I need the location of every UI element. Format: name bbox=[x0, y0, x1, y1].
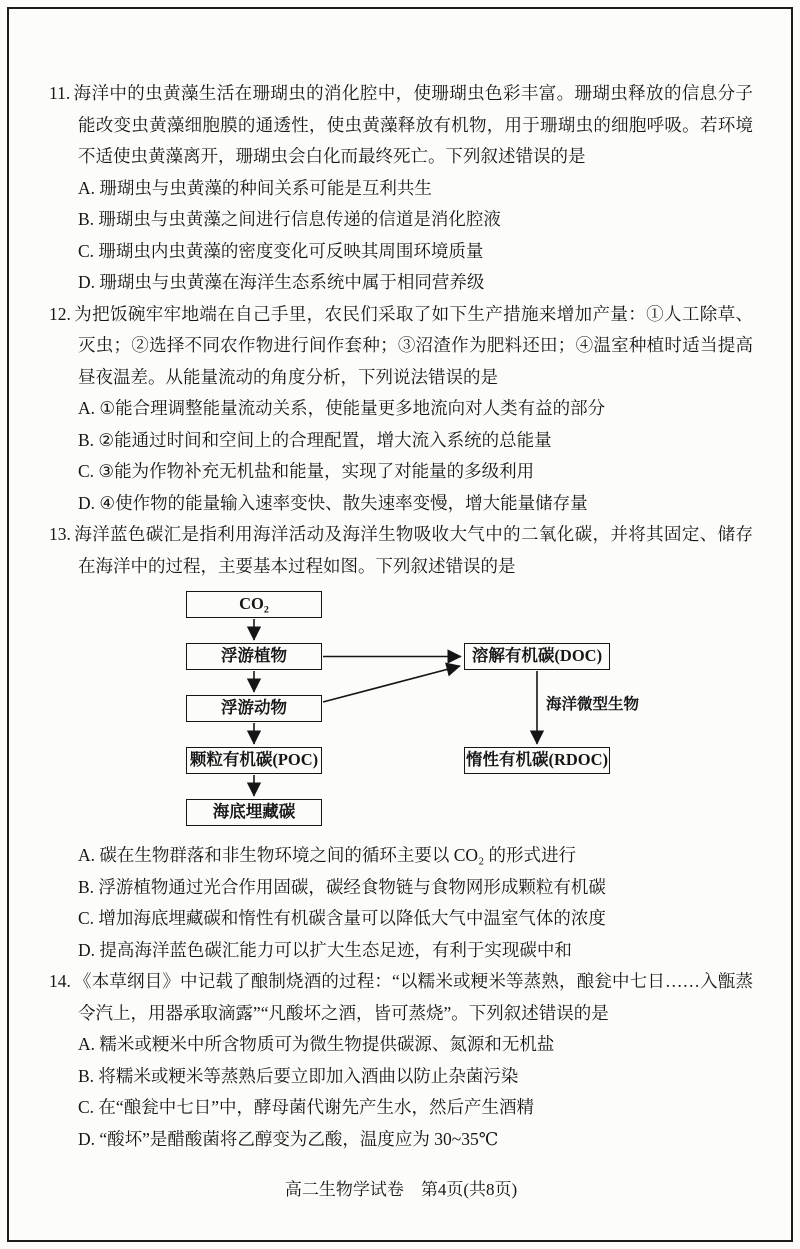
question-12-option-a: A. ①能合理调整能量流动关系，使能量更多地流向对人类有益的部分 bbox=[78, 398, 606, 418]
question-11-number: 11. bbox=[49, 83, 71, 103]
diagram-box-rdoc: 惰性有机碳(RDOC) bbox=[464, 747, 610, 774]
diagram-box-poc: 颗粒有机碳(POC) bbox=[186, 747, 322, 774]
question-12-stem-text: 为把饭碗牢牢地端在自己手里，农民们采取了如下生产措施来增加产量：①人工除草、灭虫；②选择不同农作物进行间作套种；③沼渣作为肥料还田；④温室种植时适当提高昼夜温差。从能量流动的角度分析，下列说法错误的是 bbox=[73, 303, 753, 387]
question-12 bbox=[49, 299, 753, 520]
diagram-box-doc: 溶解有机碳(DOC) bbox=[464, 643, 610, 670]
diagram-box-co2: CO₂ bbox=[186, 591, 322, 618]
question-12-number: 12. bbox=[49, 303, 71, 324]
diagram-box-seabed-carbon: 海底埋藏碳 bbox=[186, 799, 322, 826]
question-12-option-d: D. ④使作物的能量输入速率变快、散失速率变慢，增大能量储存量 bbox=[78, 492, 588, 513]
question-12-option-b: B. ②能通过时间和空间上的合理配置，增大流入系统的总能量 bbox=[78, 429, 552, 450]
diagram-label-marine-microbes: 海洋微型生物 bbox=[546, 696, 640, 713]
question-11-stem-text: 海洋中的虫黄藻生活在珊瑚虫的消化腔中，使珊瑚虫色彩丰富。珊瑚虫释放的信息分子能改变虫黄藻细胞膜的通透性，使虫黄藻释放有机物，用于珊瑚虫的细胞呼吸。若环境不适使虫黄藻离开，珊瑚虫会白化而最终死亡。下列叙述错误的是 bbox=[73, 83, 753, 166]
question-13-stem-text: 海洋蓝色碳汇是指利用海洋活动及海洋生物吸收大气中的二氧化碳，并将其固定、储存在海洋中的过程，主要基本过程如图。下列叙述错误的是 bbox=[73, 524, 753, 576]
question-11-option-d: D. 珊瑚虫与虫黄藻在海洋生态系统中属于相同营养级 bbox=[78, 272, 485, 292]
question-14 bbox=[49, 966, 753, 1155]
question-13-number: 13. bbox=[49, 524, 71, 544]
diagram-arrows bbox=[49, 590, 753, 832]
footer-text: 高二生物学试卷 第4页(共8页) bbox=[284, 1180, 518, 1199]
question-13-option-c: C. 增加海底埋藏碳和惰性有机碳含量可以降低大气中温室气体的浓度 bbox=[78, 908, 606, 928]
diagram-box-phytoplankton: 浮游植物 bbox=[186, 643, 322, 670]
question-12-option-c: C. ③能为作物补充无机盐和能量，实现了对能量的多级利用 bbox=[78, 461, 535, 481]
diagram-box-zooplankton: 浮游动物 bbox=[186, 695, 322, 722]
question-12-stem bbox=[49, 299, 753, 394]
question-11-stem bbox=[49, 78, 753, 173]
question-14-option-d: D. “酸坏”是醋酸菌将乙醇变为乙酸，温度应为 30~35℃ bbox=[78, 1128, 499, 1149]
question-14-option-b: B. 将糯米或粳米等蒸熟后要立即加入酒曲以防止杂菌污染 bbox=[78, 1065, 519, 1086]
exam-content bbox=[49, 78, 753, 1200]
question-11 bbox=[49, 78, 753, 299]
question-14-stem bbox=[49, 966, 753, 1029]
question-11-option-b: B. 珊瑚虫与虫黄藻之间进行信息传递的信道是消化腔液 bbox=[78, 209, 501, 229]
question-13 bbox=[49, 519, 753, 966]
question-11-option-a: A. 珊瑚虫与虫黄藻的种间关系可能是互利共生 bbox=[78, 177, 432, 198]
question-13-option-b: B. 浮游植物通过光合作用固碳，碳经食物链与食物网形成颗粒有机碳 bbox=[78, 876, 606, 897]
question-13-option-d: D. 提高海洋蓝色碳汇能力可以扩大生态足迹，有利于实现碳中和 bbox=[78, 939, 572, 960]
question-14-number: 14. bbox=[49, 971, 71, 991]
question-13-option-a: A. 碳在生物群落和非生物环境之间的循环主要以 CO₂ 的形式进行 bbox=[78, 845, 577, 865]
question-14-option-c: C. 在“酿瓮中七日”中，酵母菌代谢先产生水，然后产生酒精 bbox=[78, 1097, 534, 1117]
question-11-option-c: C. 珊瑚虫内虫黄藻的密度变化可反映其周围环境质量 bbox=[78, 240, 484, 261]
carbon-flow-diagram bbox=[49, 590, 753, 832]
question-14-stem-text: 《本草纲目》中记载了酿制烧酒的过程：“以糯米或粳米等蒸熟，酿瓮中七日……入甑蒸令汽上，用器承取滴露”“凡酸坏之酒，皆可蒸烧”。下列叙述错误的是 bbox=[73, 971, 753, 1023]
question-13-stem bbox=[49, 519, 753, 582]
question-14-option-a: A. 糯米或粳米中所含物质可为微生物提供碳源、氮源和无机盐 bbox=[78, 1034, 555, 1054]
page-footer bbox=[49, 1175, 753, 1200]
